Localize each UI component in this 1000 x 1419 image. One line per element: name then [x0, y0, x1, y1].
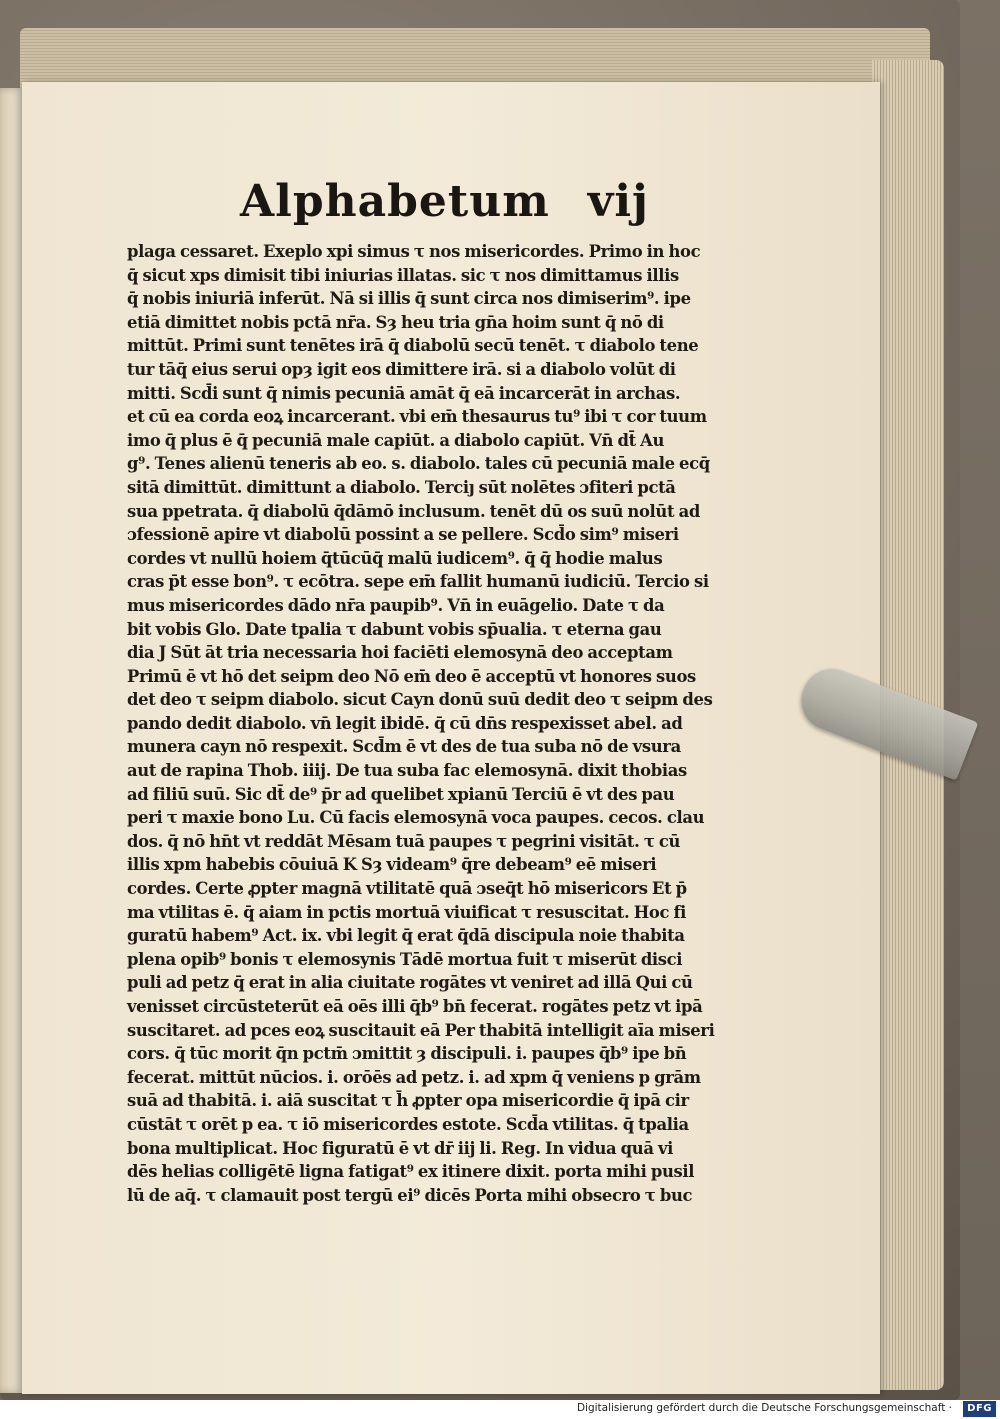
footer-bar	[0, 1400, 1000, 1419]
text-line: ad filiū suū. Sic dt̄ de⁹ p̄r ad quelibet xpianū Terciū ē vt des pau	[127, 784, 675, 804]
text-line: dēs helias colligētē ligna fatigat⁹ ex itinere dixit. porta mihi pusil	[127, 1162, 695, 1182]
text-line: plena opib⁹ bonis τ elemosynis Tādē mortua fuit τ miserūt disci	[127, 949, 683, 969]
text-line: sitā dimittūt. dimittunt a diabolo. Terciȷ sūt nolētes ɔfiteri pctā	[127, 477, 676, 497]
text-line: q̄ sicut xps dimisit tibi iniurias illatas. sic τ nos dimittamus illis	[127, 265, 679, 285]
footer-credit: Digitalisierung gefördert durch die Deutsche Forschungsgemeinschaft ·	[576, 1402, 952, 1414]
text-block	[127, 240, 715, 1205]
text-line: mus misericordes dādo nr̄a paupib⁹. Vn̄ in euāgelio. Date τ da	[127, 595, 665, 615]
running-head	[240, 176, 660, 246]
text-line: imo q̄ plus ē q̄ pecuniā male capiūt. a diabolo capiūt. Vn̄ dt̄ Au	[127, 430, 665, 450]
running-head-title: Alphabetum	[240, 176, 550, 227]
text-line: lū de aq̄. τ clamauit post tergū ei⁹ dicēs Porta mihi obsecro τ buc	[127, 1185, 693, 1205]
text-line: suā ad thabitā. i. aiā suscitat τ h̄ ꝓpter opa misericordie q̄ ipā cir	[127, 1091, 689, 1111]
text-line: cras p̄t esse bon⁹. τ ecōtra. sepe em̄ fallit humanū iudiciū. Tercio si	[127, 572, 709, 592]
text-line: sua ppetrata. q̄ diabolū q̄dāmō inclusum. tenēt dū os suū nolūt ad	[127, 501, 700, 521]
folio-number: vij	[587, 176, 649, 227]
text-line: dia J Sūt āt tria necessaria hoi faciēti elemosynā deo acceptam	[127, 643, 673, 663]
text-line: mittūt. Primi sunt tenētes irā q̄ diabolū secū tenēt. τ diabolo tene	[127, 336, 699, 356]
dfg-logo: DFG	[963, 1401, 996, 1417]
text-line: et cū ea corda eoꝝ incarcerant. vbi em̄ thesaurus tu⁹ ibi τ cor tuum	[127, 407, 707, 427]
facing-page-edge	[0, 88, 22, 1393]
text-line: aut de rapina Thob. iiij. De tua suba fac elemosynā. dixit thobias	[127, 761, 687, 781]
text-line: dos. q̄ nō hn̄t vt reddāt Mēsam tuā paupes τ pegrini visitāt. τ cū	[127, 831, 681, 851]
text-line: det deo τ seipm diabolo. sicut Cayn donū suū dedit deo τ seipm des	[127, 690, 713, 710]
text-line: illis xpm habebis cōuiuā K Sȝ videam⁹ q̄re debeam⁹ eē miseri	[127, 855, 657, 875]
text-line: peri τ maxie bono Lu. Cū facis elemosynā voca paupes. cecos. clau	[127, 808, 705, 828]
text-line: suscitaret. ad pces eoꝝ suscitauit eā Per thabitā intelligit aīa miseri	[127, 1020, 715, 1040]
text-line: cordes vt nullū hoiem q̄tūcūq̄ malū iudicem⁹. q̄ q̄ hodie malus	[127, 548, 663, 568]
text-line: cūstāt τ orēt p ea. τ iō misericordes estote. Scd̄a vtilitas. q̄ tpalia	[127, 1114, 689, 1134]
text-line: plaga cessaret. Exeplo xpi simus τ nos misericordes. Primo in hoc	[127, 242, 701, 261]
text-line: munera cayn nō respexit. Scd̄m ē vt des de tua suba nō de vsura	[127, 737, 681, 757]
text-line: cors. q̄ tūc morit q̄n pctm̄ ɔmittit ȝ discipuli. i. paupes q̄b⁹ ipe bn̄	[127, 1044, 687, 1064]
text-line: Primū ē vt hō det seipm deo Nō em̄ deo ē acceptū vt honores suos	[127, 666, 696, 686]
page-edges-top	[20, 28, 930, 88]
text-line: venisset circūsteterūt eā oēs illi q̄b⁹ bn̄ fecerat. rogātes petz vt ipā	[127, 997, 703, 1016]
text-line: cordes. Certe ꝓpter magnā vtilitatē quā ɔseq̄t hō misericors Et p̄	[127, 879, 687, 899]
text-line: bit vobis Glo. Date tpalia τ dabunt vobis sp̄ualia. τ eterna gau	[127, 619, 662, 639]
text-line: bona multiplicat. Hoc figuratū ē vt dr̄ iij li. Reg. In vidua quā vi	[127, 1138, 673, 1158]
text-line: mitti. Scd̄i sunt q̄ nimis pecuniā amāt q̄ eā incarcerāt in archas.	[127, 383, 681, 403]
text-line: g⁹. Tenes alienū teneris ab eo. s. diabolo. tales cū pecuniā male ecq̄	[127, 454, 710, 474]
text-line: pando dedit diabolo. vn̄ legit ibidē. q̄ cū dn̄s respexisset abel. ad	[127, 713, 683, 733]
text-line: q̄ nobis iniuriā inferūt. Nā si illis q̄ sunt circa nos dimiserim⁹. ipe	[127, 289, 691, 309]
text-line: guratū habem⁹ Act. ix. vbi legit q̄ erat q̄dā discipula noie thabita	[127, 926, 685, 946]
text-line: ɔfessionē apire vt diabolū possint a se pellere. Scd̄o sim⁹ miseri	[127, 525, 679, 545]
text-line: puli ad petz q̄ erat in alia ciuitate rogātes vt veniret ad illā Qui cū	[127, 973, 693, 993]
text-line: fecerat. mittūt nūcios. i. orōēs ad petz. i. ad xpm q̄ veniens p grām	[127, 1067, 701, 1087]
text-line: etiā dimittet nobis pctā nr̄a. Sȝ heu tria gn̄a hoim sunt q̄ nō di	[127, 312, 664, 332]
text-line: tur tāq̄ eius serui opȝ igit eos dimittere irā. si a diabolo volūt di	[127, 359, 676, 379]
text-line: ma vtilitas ē. q̄ aiam in pctis mortuā viuificat τ resuscitat. Hoc fi	[127, 902, 687, 922]
